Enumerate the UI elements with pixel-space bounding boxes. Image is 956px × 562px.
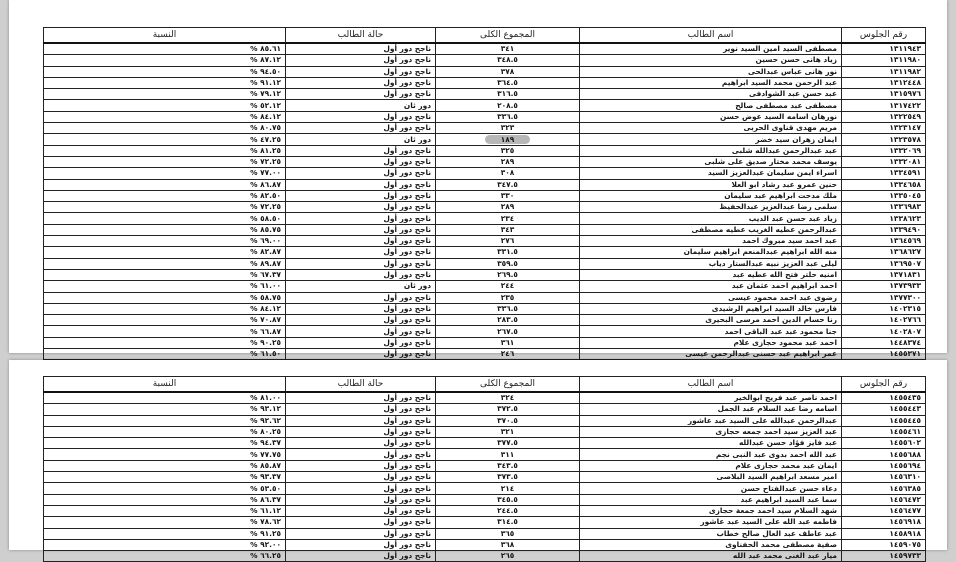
- header-seat-number: رقم الجلوس: [842, 377, 926, 393]
- total-cell: ٣٧٧.٥: [436, 438, 580, 449]
- percent-cell: ٩١.٢٥ %: [44, 528, 286, 539]
- percent-cell: ٦١.١٢ %: [44, 505, 286, 516]
- percent-cell: ٧٩.١٢ %: [44, 89, 286, 100]
- percent-cell: ٧٢.٢٥ %: [44, 156, 286, 167]
- student-name-cell: سلمى رضا عبدالعزيز عبدالحفيظ: [580, 202, 842, 213]
- total-cell: ٣٠٨: [436, 168, 580, 179]
- percent-cell: ٩٠.٢٥ %: [44, 337, 286, 348]
- student-name-cell: زياد عبد حسن عبد الديب: [580, 213, 842, 224]
- student-name-cell: فاطمه عبد الله على السيد عبد عاشور: [580, 517, 842, 528]
- header-percent: النسبة: [44, 377, 286, 393]
- table-row: [44, 303, 926, 314]
- status-cell: ناجح دور أول: [286, 460, 436, 471]
- header-status: حالة الطالب: [286, 377, 436, 393]
- status-cell: ناجح دور أول: [286, 315, 436, 326]
- seat-number-cell: ١٤٥٦٤٧٧: [842, 505, 926, 516]
- table-row: [44, 190, 926, 201]
- table-row: [44, 494, 926, 505]
- total-cell: ٢٨٩: [436, 156, 580, 167]
- student-name-cell: شهد السلام سيد احمد جمعة حجازى: [580, 505, 842, 516]
- status-cell: ناجح دور أول: [286, 472, 436, 483]
- table-row: [44, 179, 926, 190]
- total-cell: ٣٦٥: [436, 528, 580, 539]
- highlighted-total: ١٨٩: [485, 135, 531, 144]
- status-cell: ناجح دور أول: [286, 349, 436, 360]
- student-name-cell: مصطفى السيد امين السيد نوير: [580, 43, 842, 55]
- results-table-body: [44, 43, 926, 382]
- percent-cell: ٧٧.٧٥ %: [44, 449, 286, 460]
- percent-cell: ٩٤.٥٠ %: [44, 66, 286, 77]
- total-cell: ٣١٦.٥: [436, 89, 580, 100]
- table-row: [44, 460, 926, 471]
- total-cell: ٢٠٨.٥: [436, 100, 580, 111]
- student-name-cell: يوسف محمد مختار صديق على شلبى: [580, 156, 842, 167]
- student-name-cell: نور هانى عباس عبدالحى: [580, 66, 842, 77]
- student-name-cell: رضوى عبد احمد محمود عيسى: [580, 292, 842, 303]
- total-cell: ٣١٤.٥: [436, 517, 580, 528]
- status-cell: ناجح دور أول: [286, 145, 436, 156]
- table-row: [44, 415, 926, 426]
- total-cell: ٢٦٧.٥: [436, 326, 580, 337]
- status-cell: ناجح دور أول: [286, 89, 436, 100]
- percent-cell: ٩٢.٦٢ %: [44, 415, 286, 426]
- student-name-cell: اسراء ايمن سليمان عبدالعزيز السيد: [580, 168, 842, 179]
- percent-cell: ٦٧.٣٧ %: [44, 269, 286, 280]
- student-name-cell: اسامه رضا عبد السلام عبد الجمل: [580, 404, 842, 415]
- total-cell: ٢٣٤: [436, 213, 580, 224]
- student-name-cell: نورهان اسامه السيد عوض حسن: [580, 111, 842, 122]
- table-row: [44, 315, 926, 326]
- total-cell: ٣٢٤: [436, 392, 580, 404]
- table-row: [44, 111, 926, 122]
- seat-number-cell: ١٣٦٤٥٦٩: [842, 236, 926, 247]
- percent-cell: ٨٢.٥٠ %: [44, 190, 286, 201]
- table-row: [44, 539, 926, 550]
- total-cell: ٣٢٥: [436, 145, 580, 156]
- percent-cell: ٨٦.٣٧ %: [44, 494, 286, 505]
- student-name-cell: حنين عمرو عبد رشاد ابو العلا: [580, 179, 842, 190]
- status-cell: ناجح دور أول: [286, 404, 436, 415]
- student-name-cell: فارس خالد السيد ابراهيم الرشيدى: [580, 303, 842, 314]
- seat-number-cell: ١٤٠٢٨٠٧: [842, 326, 926, 337]
- table-row: [44, 449, 926, 460]
- seat-number-cell: ١٤٥٥٦٠٢: [842, 438, 926, 449]
- seat-number-cell: ١٣١١٩٤٣: [842, 43, 926, 55]
- table-row: [44, 392, 926, 404]
- seat-number-cell: ١٤٥٥٤٤٥: [842, 415, 926, 426]
- table-row: [44, 404, 926, 415]
- table-row: [44, 202, 926, 213]
- table-row: [44, 236, 926, 247]
- status-cell: دور ثان: [286, 100, 436, 111]
- seat-number-cell: ١٤٥٨٩١٨: [842, 528, 926, 539]
- table-row: [44, 145, 926, 156]
- student-name-cell: احمد عبد محمود حجازى علام: [580, 337, 842, 348]
- table-row: [44, 89, 926, 100]
- table-row: [44, 258, 926, 269]
- status-cell: ناجح دور أول: [286, 168, 436, 179]
- status-cell: ناجح دور أول: [286, 483, 436, 494]
- status-cell: ناجح دور أول: [286, 179, 436, 190]
- status-cell: ناجح دور أول: [286, 415, 436, 426]
- percent-cell: ٩٣.٣٧ %: [44, 472, 286, 483]
- student-name-cell: احمد ابراهيم احمد عثمان عبد: [580, 281, 842, 292]
- status-cell: ناجح دور أول: [286, 269, 436, 280]
- table-row: [44, 281, 926, 292]
- table-row: [44, 168, 926, 179]
- student-name-cell: احمد ناصر عبد فريج ابوالخير: [580, 392, 842, 404]
- percent-cell: ٨٥.٦١ %: [44, 43, 286, 55]
- total-cell: ٣٤٣.٥: [436, 460, 580, 471]
- seat-number-cell: ١٣٧٣٩٣٣: [842, 281, 926, 292]
- table-row: [44, 438, 926, 449]
- seat-number-cell: ١٤٠٢٣١٥: [842, 303, 926, 314]
- total-cell: ٢٧٦: [436, 236, 580, 247]
- table-row: [44, 426, 926, 437]
- status-cell: ناجح دور أول: [286, 517, 436, 528]
- total-cell: ٣٦٨: [436, 539, 580, 550]
- total-cell: ٣٣٦.٥: [436, 303, 580, 314]
- table-row: [44, 326, 926, 337]
- total-cell: ٢٨٩: [436, 202, 580, 213]
- percent-cell: ٨١.٢٥ %: [44, 145, 286, 156]
- seat-number-cell: ١٤٥٦٤٧٢: [842, 494, 926, 505]
- total-cell: ٣٦١: [436, 337, 580, 348]
- status-cell: ناجح دور أول: [286, 303, 436, 314]
- percent-cell: ٨٢.٨٧ %: [44, 247, 286, 258]
- seat-number-cell: ١٣٣٤٥٩١: [842, 168, 926, 179]
- table-row: [44, 156, 926, 167]
- seat-number-cell: ١٤٥٥٤٣٥: [842, 392, 926, 404]
- seat-number-cell: ١٣٣٦٩٨٣: [842, 202, 926, 213]
- seat-number-cell: ١٣٧١٨٣١: [842, 269, 926, 280]
- table-row: [44, 66, 926, 77]
- status-cell: ناجح دور أول: [286, 156, 436, 167]
- status-cell: ناجح دور أول: [286, 213, 436, 224]
- percent-cell: ٩٤.٣٧ %: [44, 438, 286, 449]
- total-cell: ٣٧٠.٥: [436, 415, 580, 426]
- total-cell: ٢٤٤: [436, 281, 580, 292]
- total-cell: ٢٤٤.٥: [436, 505, 580, 516]
- percent-cell: ٨٥.٧٥ %: [44, 224, 286, 235]
- total-cell: ٢٤٦: [436, 349, 580, 360]
- status-cell: ناجح دور أول: [286, 539, 436, 550]
- table-row: [44, 43, 926, 55]
- percent-cell: ٨١.٠٠ %: [44, 392, 286, 404]
- status-cell: ناجح دور أول: [286, 337, 436, 348]
- total-cell: ٣١١: [436, 449, 580, 460]
- student-name-cell: عبد عاطف عبد العال صالح خطاب: [580, 528, 842, 539]
- student-name-cell: عبد حسن عبد الشوادفى: [580, 89, 842, 100]
- seat-number-cell: ١٣٢٣١٤٧: [842, 123, 926, 134]
- total-cell: ٣٥٩.٥: [436, 258, 580, 269]
- student-name-cell: رنا حسام الدين احمد مرسى البحيرى: [580, 315, 842, 326]
- header-student-name: اسم الطالب: [580, 28, 842, 44]
- seat-number-cell: ١٣٢٣٥٧٨: [842, 134, 926, 145]
- student-name-cell: ليلى عبد العزيز نبيه عبدالستار دياب: [580, 258, 842, 269]
- seat-number-cell: ١٣١١٩٨٠: [842, 55, 926, 66]
- seat-number-cell: ١٣٣٤٦٥٨: [842, 179, 926, 190]
- percent-cell: ٦١.٠٠ %: [44, 281, 286, 292]
- percent-cell: ٨٩.٨٧ %: [44, 258, 286, 269]
- seat-number-cell: ١٣١١٩٨٢: [842, 66, 926, 77]
- seat-number-cell: ١٤٥٦٩١٨: [842, 517, 926, 528]
- student-name-cell: امنيه حلتر فتح الله عطيه عبد: [580, 269, 842, 280]
- percent-cell: ٤٧.٢٥ %: [44, 134, 286, 145]
- seat-number-cell: ١٤٥٥٦٨٨: [842, 449, 926, 460]
- seat-number-cell: ١٤٤٨٣٧٤: [842, 337, 926, 348]
- seat-number-cell: ١٤٥٦٣١٠: [842, 472, 926, 483]
- total-cell: ٣٤٨.٥: [436, 55, 580, 66]
- student-name-cell: عبد الرحمن محمد السيد ابراهيم: [580, 77, 842, 88]
- status-cell: ناجح دور أول: [286, 123, 436, 134]
- student-name-cell: مصطفى عبد مصطفى صالح: [580, 100, 842, 111]
- total-cell: ٣٧٢.٥: [436, 404, 580, 415]
- student-name-cell: عبدالرحمن عطيه الغريب عطيه مصطفى: [580, 224, 842, 235]
- seat-number-cell: ١٣١٢٤٤٨: [842, 77, 926, 88]
- table-row: [44, 269, 926, 280]
- total-cell: ٣٣٠: [436, 190, 580, 201]
- percent-cell: ٥٢.١٢ %: [44, 100, 286, 111]
- percent-cell: ٦١.٥٠ %: [44, 349, 286, 360]
- seat-number-cell: ١٣٧٧٣٠٠: [842, 292, 926, 303]
- student-name-cell: عبد الله احمد بدوى عبد النبى نجم: [580, 449, 842, 460]
- results-page-2: [9, 360, 947, 561]
- table-row: [44, 551, 926, 562]
- seat-number-cell: ١٣٦٨٦٢٧: [842, 247, 926, 258]
- total-cell: ٣٢١: [436, 426, 580, 437]
- percent-cell: ٨٠.٧٥ %: [44, 123, 286, 134]
- percent-cell: ٥٨.٥٠ %: [44, 213, 286, 224]
- percent-cell: ٨٧.١٢ %: [44, 55, 286, 66]
- status-cell: ناجح دور أول: [286, 449, 436, 460]
- seat-number-cell: ١٣٢٢٥٤٩: [842, 111, 926, 122]
- total-cell: ٢٣٥: [436, 292, 580, 303]
- student-name-cell: مريم مهدى قناوى الحربى: [580, 123, 842, 134]
- seat-number-cell: ١٣١٧٤٢٢: [842, 100, 926, 111]
- table-row: [44, 247, 926, 258]
- percent-cell: ٩٣.١٢ %: [44, 404, 286, 415]
- status-cell: ناجح دور أول: [286, 55, 436, 66]
- percent-cell: ٦٦.٨٧ %: [44, 326, 286, 337]
- percent-cell: ٧٧.٠٠ %: [44, 168, 286, 179]
- status-cell: ناجح دور أول: [286, 494, 436, 505]
- seat-number-cell: ١٤٥٥٤٤٣: [842, 404, 926, 415]
- header-seat-number: رقم الجلوس: [842, 28, 926, 44]
- seat-number-cell: ١٣٦٩٥٠٧: [842, 258, 926, 269]
- percent-cell: ٨٦.٨٧ %: [44, 179, 286, 190]
- percent-cell: ٨٤.١٢ %: [44, 303, 286, 314]
- status-cell: دور ثان: [286, 281, 436, 292]
- header-percent: النسبة: [44, 28, 286, 44]
- status-cell: ناجح دور أول: [286, 236, 436, 247]
- status-cell: ناجح دور أول: [286, 326, 436, 337]
- status-cell: ناجح دور أول: [286, 111, 436, 122]
- seat-number-cell: ١٤٥٥٦٩٤: [842, 460, 926, 471]
- total-cell: ٢٨٣.٥: [436, 315, 580, 326]
- seat-number-cell: ١٣٣٩٤٩٠: [842, 224, 926, 235]
- percent-cell: ٧٠.٨٧ %: [44, 315, 286, 326]
- seat-number-cell: ١٤٥٦٣٨٥: [842, 483, 926, 494]
- header-total: المجموع الكلى: [436, 377, 580, 393]
- percent-cell: ٥٣.٥٠ %: [44, 483, 286, 494]
- student-name-cell: ايمان زهران سيد خضر: [580, 134, 842, 145]
- header-total: المجموع الكلى: [436, 28, 580, 44]
- total-cell: ٣٧٣.٥: [436, 472, 580, 483]
- seat-number-cell: ١٣٣٨٦٢٣: [842, 213, 926, 224]
- student-name-cell: جنا محمود عبد عبد الباقى احمد: [580, 326, 842, 337]
- table-row: [44, 292, 926, 303]
- table-row: [44, 123, 926, 134]
- percent-cell: ٧٨.٦٢ %: [44, 517, 286, 528]
- status-cell: ناجح دور أول: [286, 43, 436, 55]
- status-cell: ناجح دور أول: [286, 438, 436, 449]
- header-status: حالة الطالب: [286, 28, 436, 44]
- status-cell: دور ثان: [286, 134, 436, 145]
- table-row: [44, 505, 926, 516]
- table-header-row: [44, 377, 926, 393]
- table-row: [44, 134, 926, 145]
- results-table-1: [43, 27, 926, 383]
- status-cell: ناجح دور أول: [286, 224, 436, 235]
- total-cell: ٢١٤: [436, 483, 580, 494]
- percent-cell: ٨٠.٢٥ %: [44, 426, 286, 437]
- table-row: [44, 213, 926, 224]
- seat-number-cell: ١٤٥٥٤٦١: [842, 426, 926, 437]
- percent-cell: ٨٤.١٢ %: [44, 111, 286, 122]
- student-name-cell: عبدالرحمن عبدالله على السيد عبد عاشور: [580, 415, 842, 426]
- total-cell: ٣٣١.٥: [436, 247, 580, 258]
- seat-number-cell: ١٤٥٩٧٣٣: [842, 551, 926, 562]
- student-name-cell: ميار عبد الغنى محمد عبد الله: [580, 551, 842, 562]
- total-cell: ٣٤٧.٥: [436, 179, 580, 190]
- table-row: [44, 77, 926, 88]
- seat-number-cell: ١٤٥٥٣٧١: [842, 349, 926, 360]
- seat-number-cell: ١٣٣٢٠٨١: [842, 156, 926, 167]
- student-name-cell: عبد عبدالرحمن عبدالله شلبى: [580, 145, 842, 156]
- table-row: [44, 517, 926, 528]
- status-cell: ناجح دور أول: [286, 202, 436, 213]
- percent-cell: ٧٢.٢٥ %: [44, 202, 286, 213]
- seat-number-cell: ١٣١٥٩٧٦: [842, 89, 926, 100]
- student-name-cell: ملك مدحت ابراهيم عبد سليمان: [580, 190, 842, 201]
- student-name-cell: سما عبد السيد ابراهيم عبد: [580, 494, 842, 505]
- total-cell: ٣٢٣: [436, 123, 580, 134]
- table-row: [44, 55, 926, 66]
- student-name-cell: امير مسعد ابراهيم السيد البلاصى: [580, 472, 842, 483]
- total-cell: ٣٤١: [436, 43, 580, 55]
- percent-cell: ٦٦.٢٥ %: [44, 551, 286, 562]
- total-cell: ٣٤٣: [436, 224, 580, 235]
- results-table-body: [44, 392, 926, 562]
- student-name-cell: صفية مصطفى محمد الحفناوى: [580, 539, 842, 550]
- total-cell: ٢٦٥: [436, 551, 580, 562]
- table-row: [44, 224, 926, 235]
- seat-number-cell: ١٣٣٢٠٦٩: [842, 145, 926, 156]
- total-cell: ٣٦٤.٥: [436, 77, 580, 88]
- student-name-cell: عبد العزيز سيد احمد جمعه حجازى: [580, 426, 842, 437]
- total-cell: ٣٧٨: [436, 66, 580, 77]
- status-cell: ناجح دور أول: [286, 247, 436, 258]
- seat-number-cell: ١٤٥٩٠٧٥: [842, 539, 926, 550]
- total-cell: ٢٦٩.٥: [436, 269, 580, 280]
- student-name-cell: عمر ابراهيم عبد حسنى عبدالرحمن عيسى: [580, 349, 842, 360]
- table-row: [44, 349, 926, 360]
- table-header-row: [44, 28, 926, 44]
- seat-number-cell: ١٣٣٥٠٤٥: [842, 190, 926, 201]
- total-cell: ٣٣٦.٥: [436, 111, 580, 122]
- status-cell: ناجح دور أول: [286, 528, 436, 539]
- student-name-cell: منه الله ابراهيم عبدالمنعم ابراهيم سليمان: [580, 247, 842, 258]
- table-row: [44, 100, 926, 111]
- percent-cell: ٩١.١٢ %: [44, 77, 286, 88]
- student-name-cell: زياد هانى حسن حسين: [580, 55, 842, 66]
- table-row: [44, 337, 926, 348]
- status-cell: ناجح دور أول: [286, 505, 436, 516]
- header-student-name: اسم الطالب: [580, 377, 842, 393]
- status-cell: ناجح دور أول: [286, 392, 436, 404]
- status-cell: ناجح دور أول: [286, 66, 436, 77]
- percent-cell: ٩٢.٠٠ %: [44, 539, 286, 550]
- status-cell: ناجح دور أول: [286, 551, 436, 562]
- status-cell: ناجح دور أول: [286, 77, 436, 88]
- percent-cell: ٦٩.٠٠ %: [44, 236, 286, 247]
- percent-cell: ٨٥.٨٧ %: [44, 460, 286, 471]
- status-cell: ناجح دور أول: [286, 258, 436, 269]
- student-name-cell: ايمان عبد محمد حجازى علام: [580, 460, 842, 471]
- student-name-cell: دعاء حسن عبدالفتاح حسن: [580, 483, 842, 494]
- table-row: [44, 472, 926, 483]
- seat-number-cell: ١٤٠٢٧٦٦: [842, 315, 926, 326]
- results-page-1: [9, 0, 947, 359]
- table-row: [44, 483, 926, 494]
- results-table-2: [43, 376, 926, 562]
- student-name-cell: عبد فايز فؤاد حسن عبدالله: [580, 438, 842, 449]
- total-cell: ٣٤٥.٥: [436, 494, 580, 505]
- total-cell: [436, 134, 580, 145]
- status-cell: ناجح دور أول: [286, 292, 436, 303]
- status-cell: ناجح دور أول: [286, 190, 436, 201]
- student-name-cell: عبد احمد سيد مبروك احمد: [580, 236, 842, 247]
- percent-cell: ٥٨.٧٥ %: [44, 292, 286, 303]
- status-cell: ناجح دور أول: [286, 426, 436, 437]
